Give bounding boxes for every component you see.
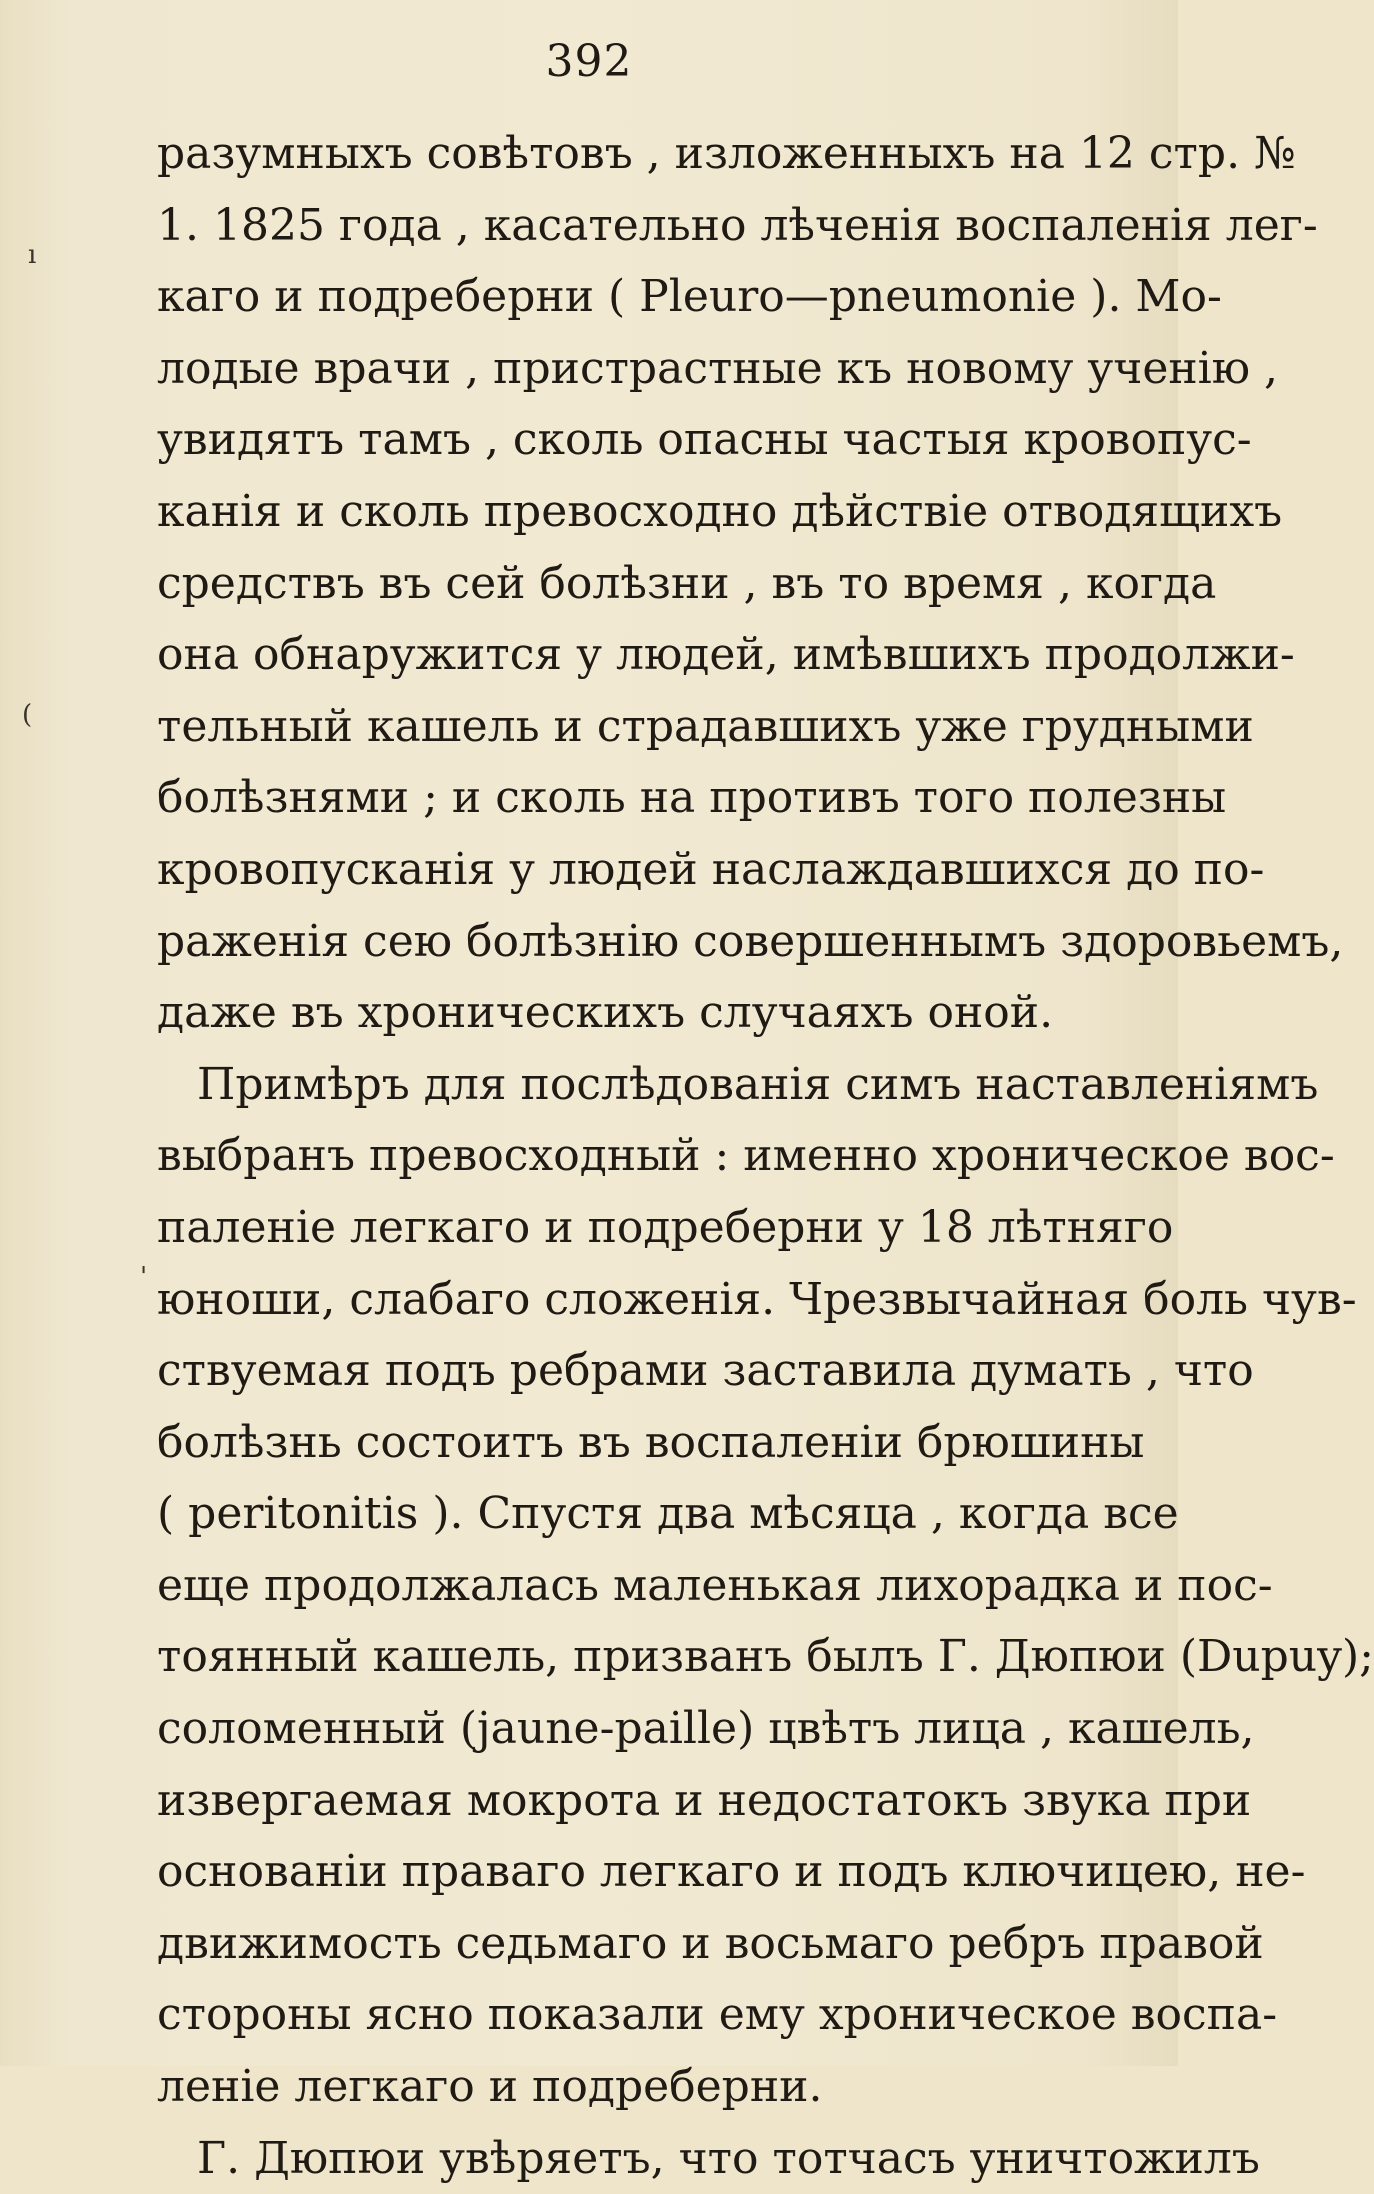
text-line: болѣзнями ; и сколь на противъ того полезны xyxy=(157,772,1227,824)
text-line: она обнаружится у людей, имѣвшихъ продолжи- xyxy=(157,629,1295,681)
text-line: выбранъ превосходный : именно хроническое вос- xyxy=(157,1130,1335,1182)
text-line: Г. Дюпюи увѣряетъ, что тотчасъ уничтожилъ xyxy=(197,2132,1260,2184)
margin-tick-mark: ' xyxy=(140,1262,148,1292)
text-line: каго и подреберни ( Pleuro—pneumonie ). Мо- xyxy=(157,271,1222,323)
text-line: соломенный (jaune-paille) цвѣтъ лица , кашель, xyxy=(157,1703,1255,1755)
text-line: кровопусканія у людей наслаждавшихся до по- xyxy=(157,843,1265,895)
text-line: 1. 1825 года , касательно лѣченія воспаленія лег- xyxy=(157,199,1318,251)
text-line: канія и сколь превосходно дѣйствіе отводящихъ xyxy=(157,485,1283,537)
text-line: Примѣръ для послѣдованія симъ наставленіямъ xyxy=(197,1058,1319,1110)
text-line: разумныхъ совѣтовъ , изложенныхъ на 12 стр. № xyxy=(157,128,1296,179)
margin-tick-mark: ı xyxy=(28,240,37,270)
text-line: лодые врачи , пристрастные къ новому ученію , xyxy=(157,342,1279,394)
text-line: раженія сею болѣзнію совершеннымъ здоровьемъ, xyxy=(157,915,1344,967)
text-line: болѣзнь состоитъ въ воспаленіи брюшины xyxy=(157,1416,1145,1468)
text-line: основаніи праваго легкаго и подъ ключицею, не- xyxy=(157,1846,1306,1898)
text-line: тоянный кашель, призванъ былъ Г. Дюпюи (Dupuy); xyxy=(157,1631,1374,1683)
text-line: ствуемая подъ ребрами заставила думать , что xyxy=(157,1345,1254,1397)
text-line: тельный кашель и страдавшихъ уже грудными xyxy=(157,700,1254,752)
text-line: увидятъ тамъ , сколь опасны частыя кровопус- xyxy=(157,414,1252,466)
text-line: даже въ хроническихъ случаяхъ оной. xyxy=(157,987,1054,1039)
paragraph xyxy=(157,1049,1374,2123)
text-line: средствъ въ сей болѣзни , въ то время , когда xyxy=(157,557,1217,609)
text-line: ( peritonitis ). Спустя два мѣсяца , когда все xyxy=(157,1488,1179,1540)
body-text xyxy=(157,118,1374,2194)
text-line: паленіе легкаго и подреберни у 18 лѣтняго xyxy=(157,1201,1174,1253)
paragraph xyxy=(157,118,1344,1049)
page-number: 392 xyxy=(545,36,633,87)
margin-tick-mark: ( xyxy=(22,700,33,730)
text-line: движимость седьмаго и восьмаго ребръ правой xyxy=(157,1917,1264,1969)
paragraph xyxy=(157,2123,1260,2194)
text-line: леніе легкаго и подреберни. xyxy=(157,2061,823,2113)
text-line: стороны ясно показали ему хроническое воспа- xyxy=(157,1989,1278,2041)
text-line: юноши, слабаго сложенія. Чрезвычайная боль чув- xyxy=(157,1273,1357,1325)
text-line: извергаемая мокрота и недостатокъ звука при xyxy=(157,1774,1252,1826)
text-line: еще продолжалась маленькая лихорадка и пос- xyxy=(157,1559,1273,1611)
